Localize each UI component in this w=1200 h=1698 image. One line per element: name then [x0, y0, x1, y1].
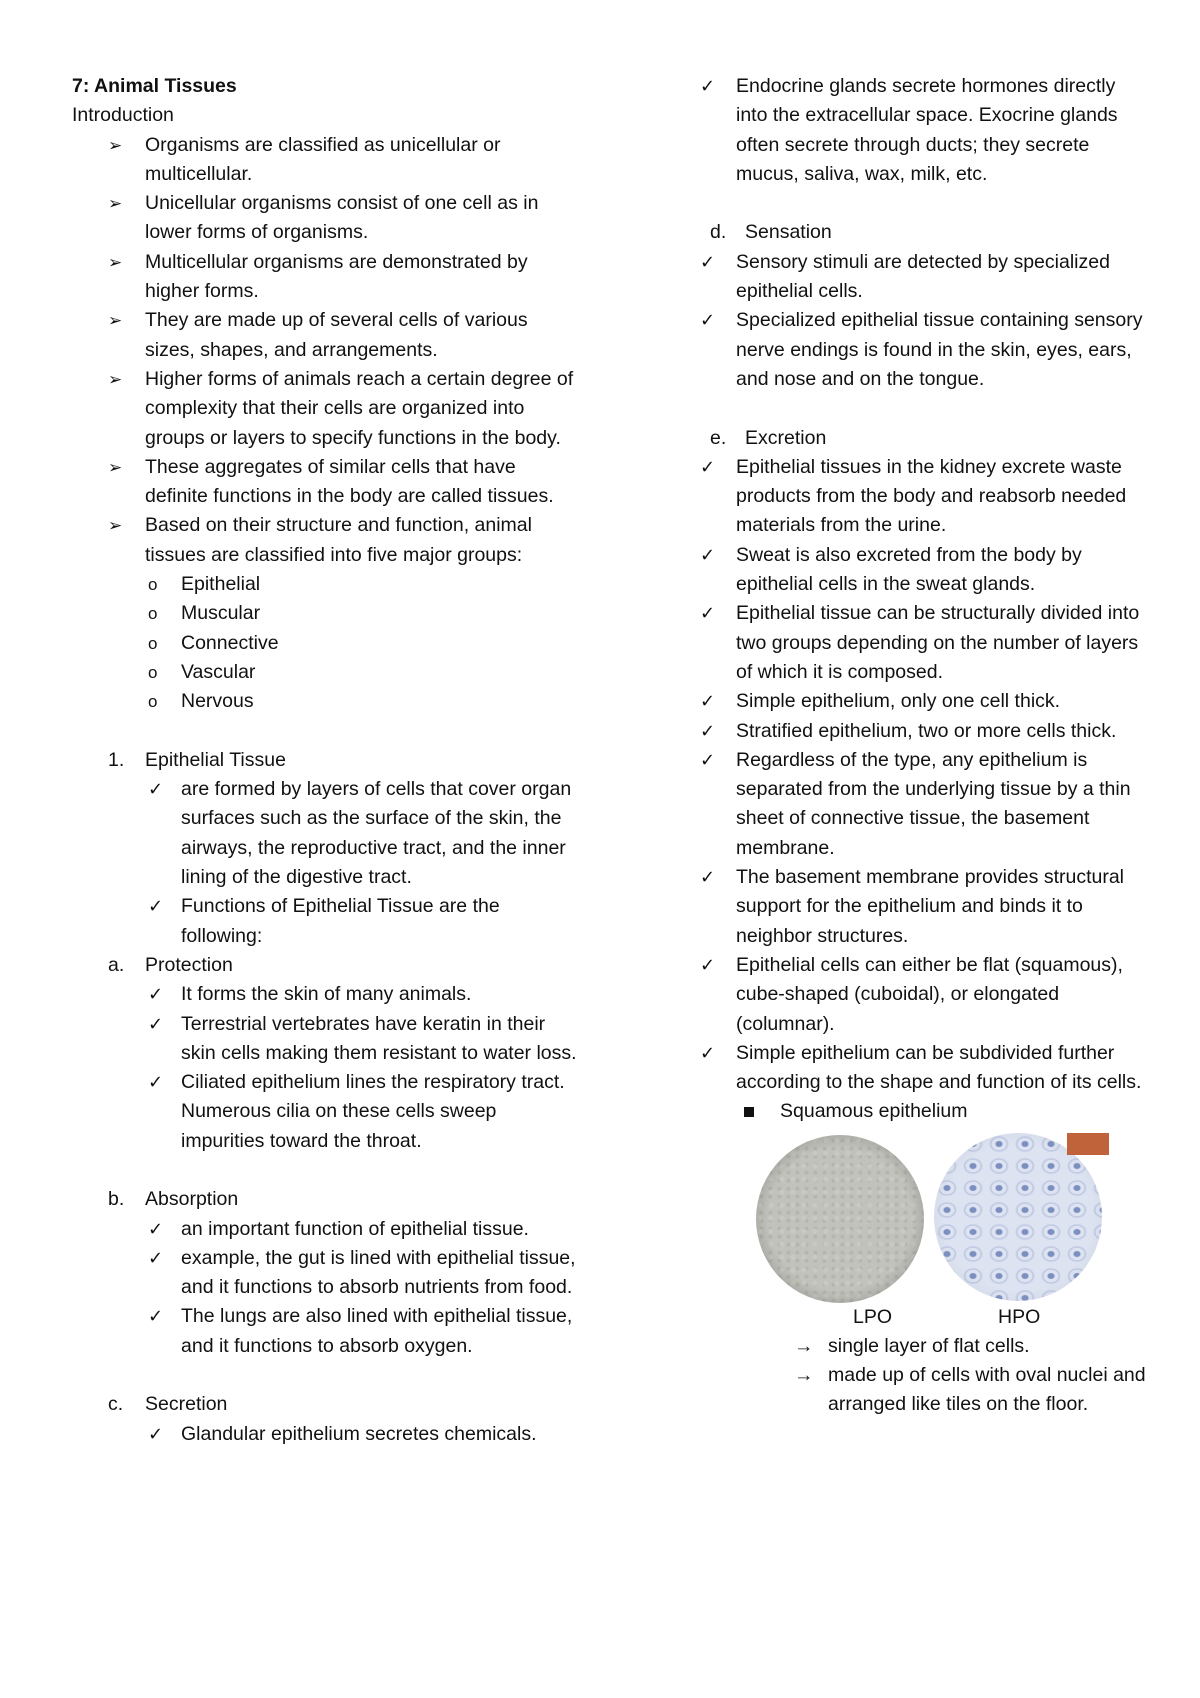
list-item: o Vascular	[72, 658, 582, 687]
check-bullet-icon: ✓	[700, 720, 716, 741]
list-item: ✓ Specialized epithelial tissue containing sensory nerve endings is found in the skin, eyes, ears, and nose and on the tongue.	[700, 306, 1152, 394]
circle-bullet-icon: o	[148, 662, 158, 682]
function-heading: b. Absorption	[72, 1185, 582, 1214]
list-item: ➢ Multicellular organisms are demonstrated by higher forms.	[72, 248, 582, 307]
list-item: ✓ Ciliated epithelium lines the respiratory tract. Numerous cilia on these cells sweep impurities toward the throat.	[72, 1068, 582, 1156]
spacer	[700, 189, 1152, 218]
list-item: ✓ Stratified epithelium, two or more cells thick.	[700, 717, 1152, 746]
tissue-group-list	[72, 570, 582, 716]
circle-bullet-icon: o	[148, 692, 158, 712]
check-bullet-icon: ✓	[700, 76, 716, 96]
function-heading: a. Protection	[72, 951, 582, 980]
arrow-bullet-icon: ➢	[108, 135, 123, 155]
arrow-bullet-icon: ➢	[108, 194, 123, 214]
check-bullet-icon: ✓	[700, 544, 716, 565]
check-bullet-icon: ✓	[148, 1247, 164, 1268]
document-title: 7: Animal Tissues	[72, 75, 237, 97]
micrograph-labels	[700, 1303, 1152, 1332]
spacer	[72, 717, 582, 746]
check-bullet-icon: ✓	[700, 954, 716, 975]
list-item: ✓ Sensory stimuli are detected by specialized epithelial cells.	[700, 248, 1152, 307]
list-item: → single layer of flat cells.	[700, 1332, 1152, 1361]
list-item: → made up of cells with oval nuclei and arranged like tiles on the floor.	[700, 1361, 1152, 1420]
function-letter: e.	[710, 426, 727, 449]
function-letter: c.	[108, 1393, 124, 1416]
list-item: ✓ Epithelial cells can either be flat (squamous), cube-shaped (cuboidal), or elongated (columnar).	[700, 951, 1152, 1039]
list-item: ✓ It forms the skin of many animals.	[72, 980, 582, 1009]
list-item: ➢ Unicellular organisms consist of one cell as in lower forms of organisms.	[72, 189, 582, 248]
check-bullet-icon: ✓	[700, 251, 716, 272]
check-bullet-icon: ✓	[148, 896, 164, 917]
check-bullet-icon: ✓	[700, 456, 716, 477]
check-bullet-icon: ✓	[700, 867, 716, 888]
list-item: ✓ Sweat is also excreted from the body by epithelial cells in the sweat glands.	[700, 541, 1152, 600]
right-arrow-icon: →	[794, 1334, 814, 1357]
list-item: ✓ Glandular epithelium secretes chemicals.	[72, 1420, 582, 1449]
function-heading: c. Secretion	[72, 1390, 582, 1419]
subsection-heading: Squamous epithelium	[700, 1097, 1152, 1126]
list-item: ✓ Endocrine glands secrete hormones directly into the extracellular space. Exocrine glands often secrete through ducts; they secrete mucus, saliva, wax, milk, etc.	[700, 72, 1152, 189]
right-column	[700, 72, 1152, 1420]
section-heading: 1. Epithelial Tissue	[72, 746, 582, 775]
check-bullet-icon: ✓	[148, 779, 164, 800]
arrow-bullet-icon: ➢	[108, 252, 123, 272]
list-item: ✓ example, the gut is lined with epithelial tissue, and it functions to absorb nutrients from food.	[72, 1244, 582, 1303]
function-heading: d. Sensation	[700, 218, 1152, 247]
intro-heading: Introduction	[72, 104, 174, 127]
list-item: ➢ Organisms are classified as unicellular or multicellular.	[72, 131, 582, 190]
check-bullet-icon: ✓	[700, 1042, 716, 1063]
list-item: o Connective	[72, 629, 582, 658]
list-item: o Epithelial	[72, 570, 582, 599]
spacer	[72, 1156, 582, 1185]
spacer	[72, 1361, 582, 1390]
arrow-bullet-icon: ➢	[108, 311, 123, 331]
hpo-label: HPO	[998, 1305, 1041, 1328]
arrow-bullet-icon: ➢	[108, 369, 123, 389]
micrograph-figure	[756, 1133, 1152, 1303]
check-bullet-icon: ✓	[700, 603, 716, 624]
check-bullet-icon: ✓	[148, 1013, 164, 1034]
list-item: ✓ an important function of epithelial tissue.	[72, 1215, 582, 1244]
function-heading: e. Excretion	[700, 424, 1152, 453]
list-item: ✓ Regardless of the type, any epithelium is separated from the underlying tissue by a thin sheet of connective tissue, the basement membrane.	[700, 746, 1152, 863]
square-bullet-icon	[744, 1107, 754, 1117]
list-item: ✓ Functions of Epithelial Tissue are the following:	[72, 892, 582, 951]
spacer	[700, 394, 1152, 423]
check-bullet-icon: ✓	[148, 1218, 164, 1239]
check-bullet-icon: ✓	[148, 984, 164, 1005]
list-item: ✓ Terrestrial vertebrates have keratin in their skin cells making them resistant to water loss.	[72, 1010, 582, 1069]
arrow-bullet-icon: ➢	[108, 516, 123, 536]
photo-corner-decoration	[1067, 1133, 1109, 1155]
hpo-micrograph-image	[934, 1133, 1102, 1301]
function-letter: d.	[710, 221, 727, 244]
list-item: ✓ The basement membrane provides structural support for the epithelium and binds it to neighbor structures.	[700, 863, 1152, 951]
circle-bullet-icon: o	[148, 633, 158, 653]
circle-bullet-icon: o	[148, 575, 158, 595]
check-bullet-icon: ✓	[700, 749, 716, 770]
check-bullet-icon: ✓	[148, 1306, 164, 1327]
right-arrow-icon: →	[794, 1363, 814, 1386]
list-item: o Muscular	[72, 599, 582, 628]
circle-bullet-icon: o	[148, 604, 158, 624]
check-bullet-icon: ✓	[148, 1423, 164, 1444]
arrow-bullet-icon: ➢	[108, 457, 123, 477]
list-item: ✓ Epithelial tissue can be structurally divided into two groups depending on the number of layers of which it is composed.	[700, 599, 1152, 687]
list-item: ✓ Simple epithelium, only one cell thick.	[700, 687, 1152, 716]
list-item: ✓ The lungs are also lined with epithelial tissue, and it functions to absorb oxygen.	[72, 1302, 582, 1361]
left-column	[72, 72, 582, 1449]
list-item: ✓ are formed by layers of cells that cover organ surfaces such as the surface of the skin, the airways, the reproductive tract, and the inner lining of the digestive tract.	[72, 775, 582, 892]
list-item: ➢ Based on their structure and function, animal tissues are classified into five major groups:	[72, 511, 582, 570]
section-number: 1.	[108, 748, 125, 771]
function-letter: a.	[108, 953, 125, 976]
list-item: ✓ Simple epithelium can be subdivided further according to the shape and function of its cells.	[700, 1039, 1152, 1098]
lpo-micrograph-image	[756, 1135, 924, 1303]
check-bullet-icon: ✓	[700, 310, 716, 331]
check-bullet-icon: ✓	[700, 691, 716, 712]
list-item: ➢ These aggregates of similar cells that have definite functions in the body are called tissues.	[72, 453, 582, 512]
check-bullet-icon: ✓	[148, 1072, 164, 1093]
list-item: ✓ Epithelial tissues in the kidney excrete waste products from the body and reabsorb needed materials from the urine.	[700, 453, 1152, 541]
list-item: o Nervous	[72, 687, 582, 716]
list-item: ➢ They are made up of several cells of various sizes, shapes, and arrangements.	[72, 306, 582, 365]
intro-bullet-list	[72, 131, 582, 570]
function-letter: b.	[108, 1188, 125, 1211]
lpo-label: LPO	[853, 1305, 893, 1328]
list-item: ➢ Higher forms of animals reach a certain degree of complexity that their cells are organized into groups or layers to specify functions in the body.	[72, 365, 582, 453]
